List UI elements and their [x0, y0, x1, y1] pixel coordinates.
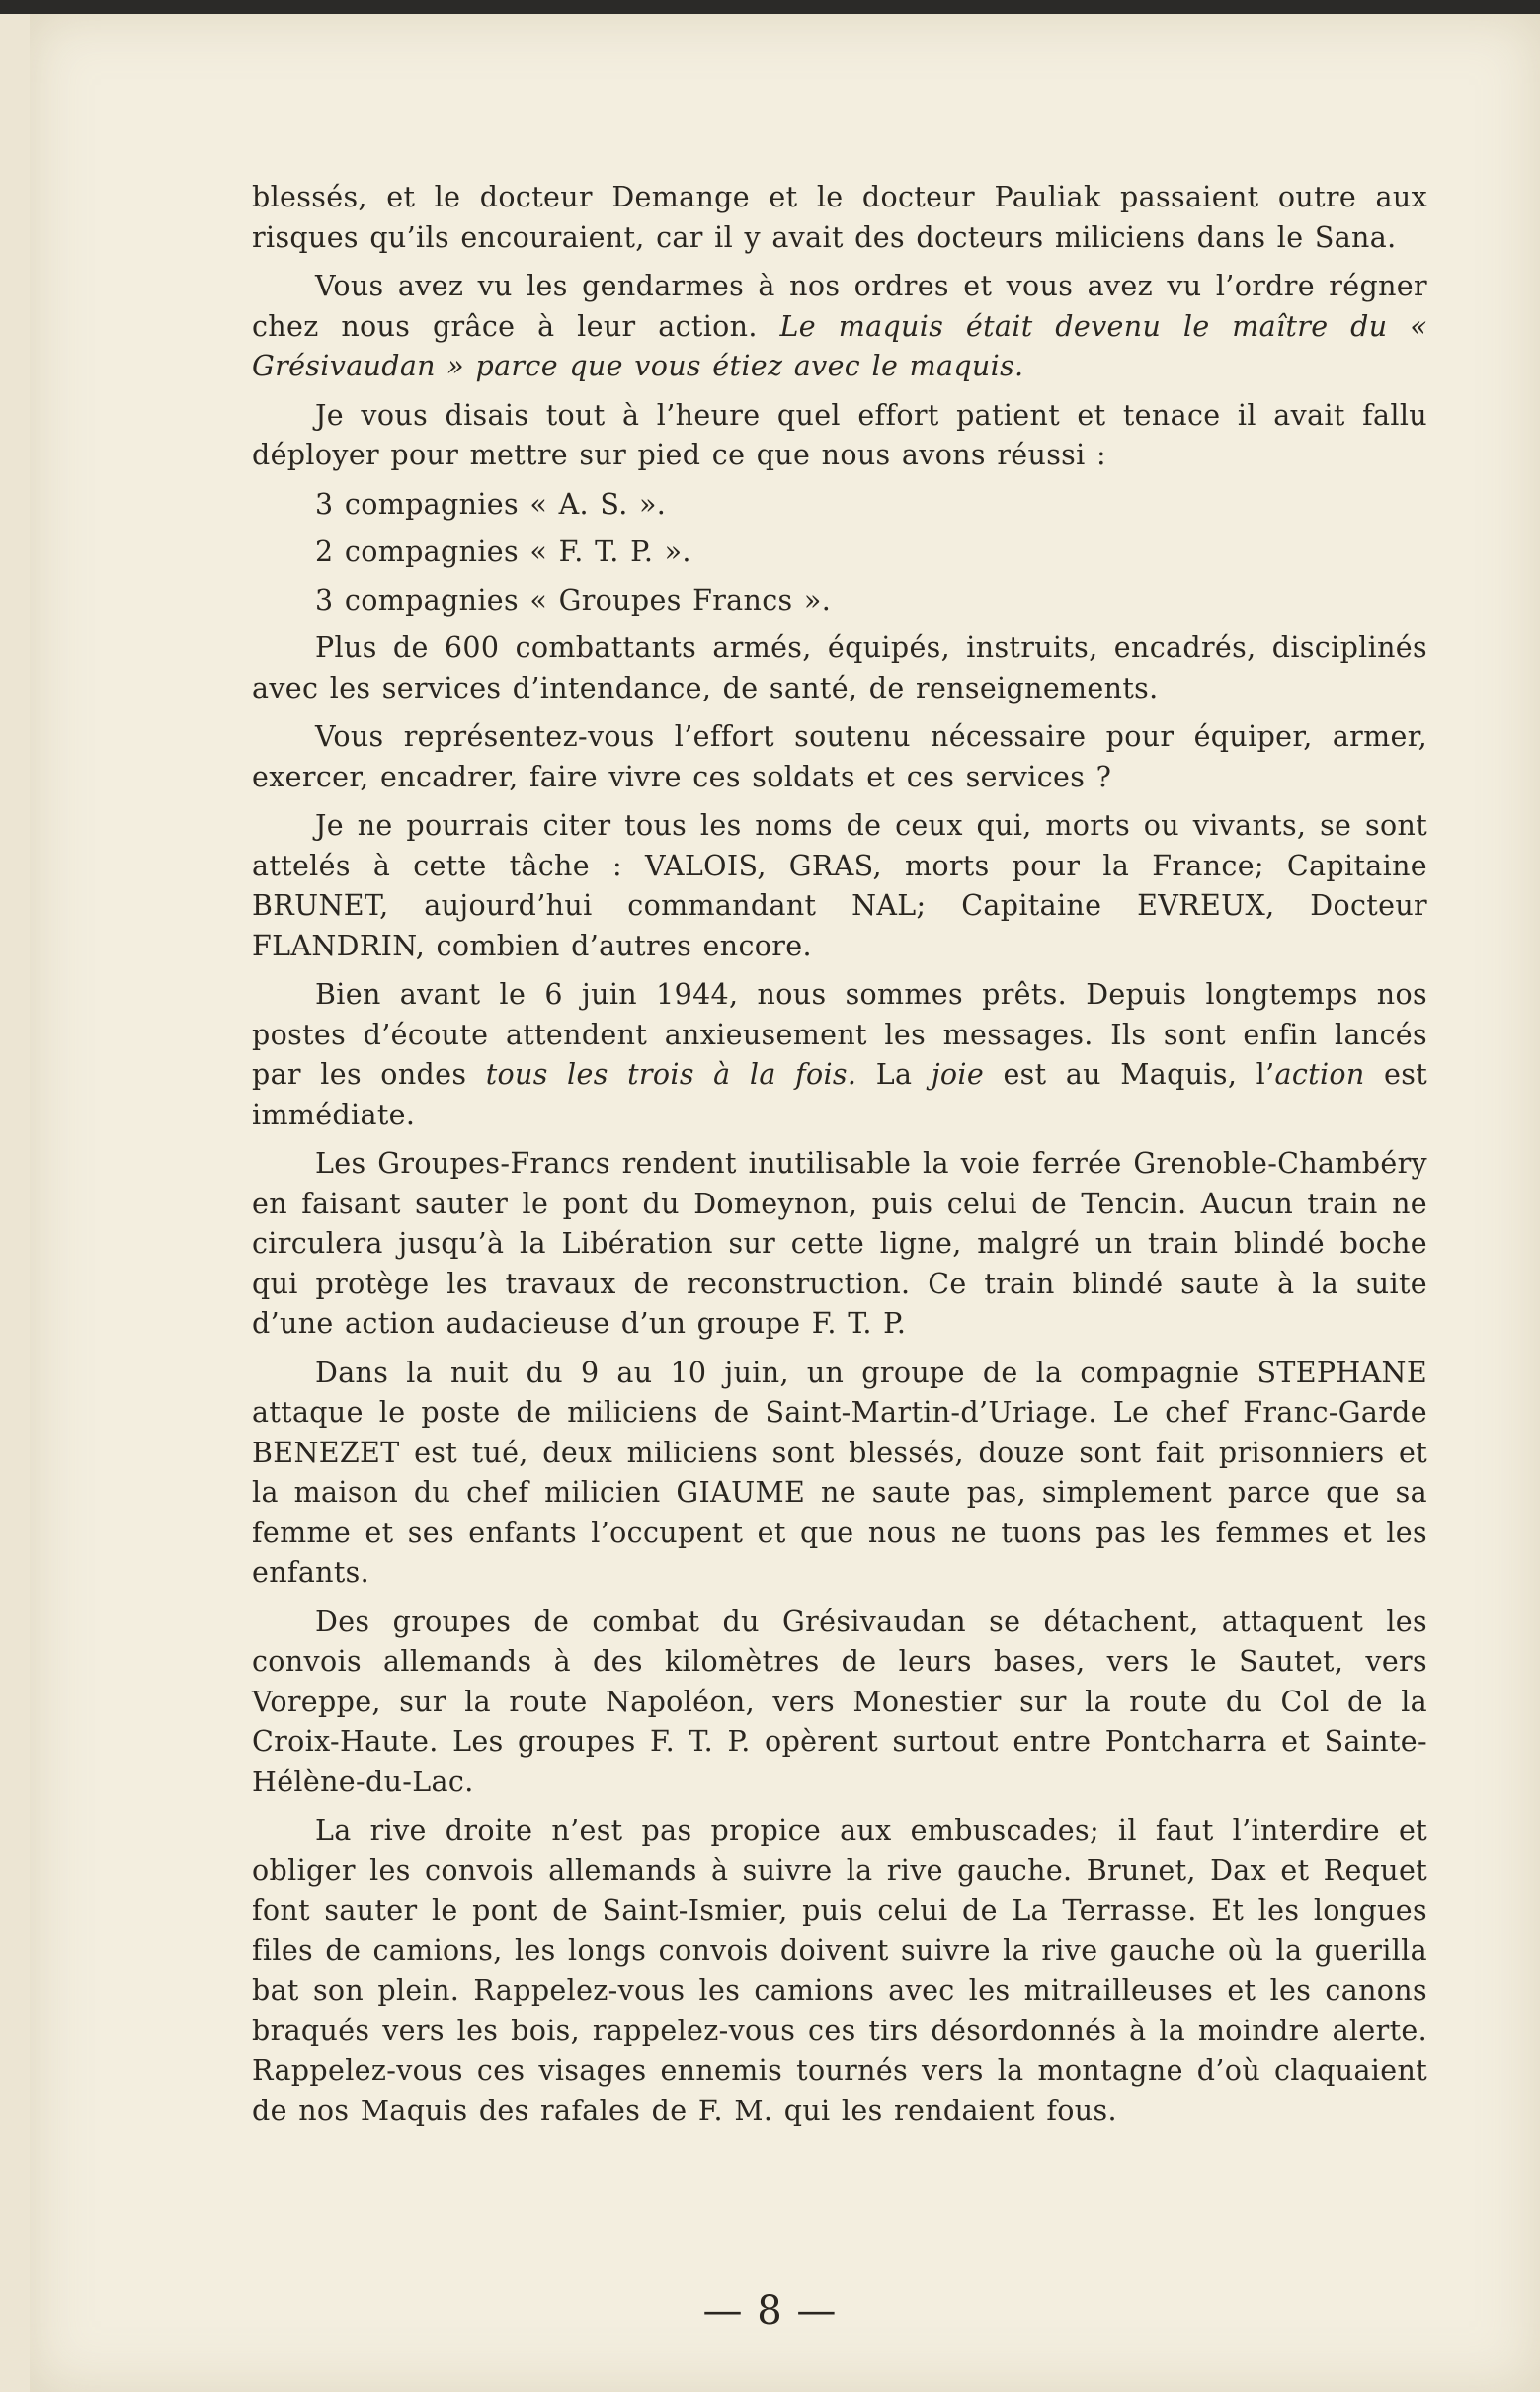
text-run: Dans la nuit du 9 au 10 juin, un groupe de la compagnie STEPHANE attaque le poste de miliciens de Saint-Martin-d’Uriage. Le chef Franc-Garde BENEZET est tué, deux miliciens sont blessés, douze sont fait prisonniers et la maison du chef milicien GIAUME ne saute pas, simplement parce que sa femme et ses enfants l’occupent et que nous ne tuons pas les femmes et les enfants.: [252, 1356, 1427, 1589]
list-item: [252, 485, 1427, 526]
body-text: [252, 178, 1427, 2140]
text-run: Vous avez vu les gendarmes à nos ordres et vous avez vu l’ordre régner chez nous grâce à leur action.: [252, 270, 1427, 343]
list-item: [252, 581, 1427, 621]
text-run: La: [856, 1058, 932, 1091]
italic-run: joie: [931, 1058, 985, 1091]
text-run: Je vous disais tout à l’heure quel effort patient et tenace il avait fallu déployer pour mettre sur pied ce que nous avons réussi :: [252, 398, 1427, 471]
text-run: Je ne pourrais citer tous les noms de ceux qui, morts ou vivants, se sont attelés à cette tâche : VALOIS, GRAS, morts pour la France; Capitaine BRUNET, aujourd’hui commandant NAL; Capitaine EVREUX, Docteur FLANDRIN, combien d’autres encore.: [252, 809, 1427, 962]
list-item: [252, 533, 1427, 573]
text-run: est immédiate.: [252, 1058, 1428, 1131]
text-run: est au Maquis, l’: [984, 1058, 1275, 1091]
page-number: — 8 —: [702, 2288, 838, 2334]
paragraph: [252, 396, 1427, 476]
paragraph: [252, 267, 1427, 387]
paragraph: [252, 178, 1427, 258]
paragraph: [252, 628, 1427, 708]
text-run: 2 compagnies « F. T. P. ».: [315, 536, 691, 568]
text-run: Plus de 600 combattants armés, équipés, instruits, encadrés, disciplinés avec les services d’intendance, de santé, de renseignements.: [252, 631, 1427, 704]
italic-run: action: [1274, 1058, 1365, 1091]
paragraph: [252, 1603, 1427, 1803]
paragraph: [252, 1811, 1427, 2131]
text-run: Les Groupes-Francs rendent inutilisable la voie ferrée Grenoble-Chambéry en faisant sauter le pont du Domeynon, puis celui de Tencin. Aucun train ne circulera jusqu’à la Libération sur cette ligne, malgré un train blindé boche qui protège les travaux de reconstruction. Ce train blindé saute à la suite d’une action audacieuse d’un groupe F. T. P.: [252, 1147, 1427, 1340]
text-run: Des groupes de combat du Grésivaudan se détachent, attaquent les convois allemands à des kilomètres de leurs bases, vers le Sautet, vers Voreppe, sur la route Napoléon, vers Monestier sur la route du Col de la Croix-Haute. Les groupes F. T. P. opèrent surtout entre Pontcharra et Sainte-Hélène-du-Lac.: [252, 1605, 1427, 1798]
paragraph: [252, 806, 1427, 966]
text-run: Bien avant le 6 juin 1944, nous sommes prêts. Depuis longtemps nos postes d’écoute attendent anxieusement les messages. Ils sont enfin lancés par les ondes: [252, 978, 1427, 1091]
text-run: blessés, et le docteur Demange et le docteur Pauliak passaient outre aux risques qu’ils encouraient, car il y avait des docteurs miliciens dans le Sana.: [252, 181, 1427, 254]
paragraph: [252, 1144, 1427, 1345]
scan-top-border: [0, 0, 1540, 14]
text-run: 3 compagnies « A. S. ».: [315, 487, 667, 521]
text-run: 3 compagnies « Groupes Francs ».: [315, 583, 832, 617]
paragraph: [252, 975, 1427, 1135]
italic-run: tous les trois à la fois.: [485, 1058, 857, 1091]
paragraph: [252, 717, 1427, 797]
italic-run: Le maquis était devenu le maître du « Grésivaudan » parce que vous étiez avec le maquis.: [252, 309, 1427, 382]
paragraph: [252, 1354, 1427, 1594]
text-run: Vous représentez-vous l’effort soutenu nécessaire pour équiper, armer, exercer, encadrer, faire vivre ces soldats et ces services ?: [252, 720, 1427, 793]
text-run: La rive droite n’est pas propice aux embuscades; il faut l’interdire et obliger les convois allemands à suivre la rive gauche. Brunet, Dax et Requet font sauter le pont de Saint-Ismier, puis celui de La Terrasse. Et les longues files de camions, les longs convois doivent suivre la rive gauche où la guerilla bat son plein. Rappelez-vous les camions avec les mitrailleuses et les canons braqués vers les bois, rappelez-vous ces tirs désordonnés à la moindre alerte. Rappelez-vous ces visages ennemis tournés vers la montagne d’où claquaient de nos Maquis des rafales de F. M. qui les rendaient fous.: [252, 1814, 1427, 2127]
